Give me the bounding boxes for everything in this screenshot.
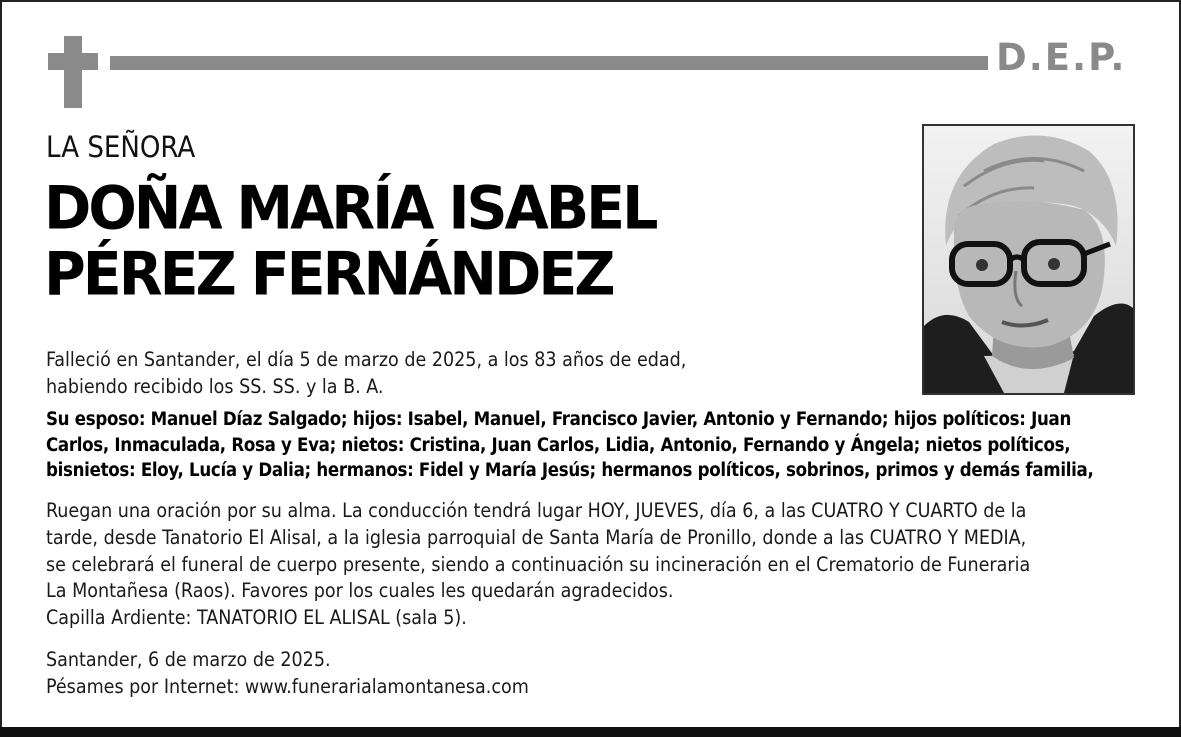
pretitle: LA SEÑORA — [46, 130, 196, 164]
family-list — [46, 407, 1136, 484]
header-rule — [110, 56, 988, 70]
name-line-2: PÉREZ FERNÁNDEZ — [44, 240, 613, 310]
service-line-3: se celebrará el funeral de cuerpo presente, siendo a continuación su incineración en el Crematorio de Funeraria — [46, 552, 1031, 576]
family-line-3: bisnietos: Eloy, Lucía y Dalia; hermanos: Fidel y María Jesús; hermanos políticos, sobrinos, primos y demás familia, — [46, 460, 1094, 481]
death-notice-line-2: habiendo recibido los SS. SS. y la B. A. — [46, 375, 384, 398]
place-date: Santander, 6 de marzo de 2025. — [46, 648, 331, 671]
death-notice-line-1: Falleció en Santander, el día 5 de marzo de 2025, a los 83 años de edad, — [46, 348, 687, 371]
name-line-1: DOÑA MARÍA ISABEL — [44, 173, 656, 244]
service-details — [46, 498, 1146, 632]
service-line-1: Ruegan una oración por su alma. La conducción tendrá lugar HOY, JUEVES, día 6, a las CUATRO Y CUARTO de la — [46, 499, 1027, 522]
dep-label: D.E.P. — [996, 36, 1127, 79]
cross-icon — [64, 36, 82, 108]
deceased-name — [44, 173, 656, 310]
family-line-1: Su esposo: Manuel Díaz Salgado; hijos: Isabel, Manuel, Francisco Javier, Antonio y Fernando; hijos políticos: Juan — [46, 409, 1072, 430]
service-line-5: Capilla Ardiente: TANATORIO EL ALISAL (sala 5). — [46, 606, 467, 630]
cross-icon-bar — [48, 53, 98, 70]
portrait-photo — [922, 124, 1135, 395]
closing — [46, 646, 846, 700]
condolences-link: Pésames por Internet: www.funerarialamontanesa.com — [46, 675, 529, 698]
service-line-4: La Montañesa (Raos). Favores por los cuales les quedarán agradecidos. — [46, 579, 674, 603]
family-line-2: Carlos, Inmaculada, Rosa y Eva; nietos: Cristina, Juan Carlos, Lidia, Antonio, Fernando y Ángela; nietos políticos, — [46, 434, 1071, 456]
service-line-2: tarde, desde Tanatorio El Alisal, a la iglesia parroquial de Santa María de Pronillo, donde a las CUATRO Y MEDIA, — [46, 525, 1027, 549]
death-notice — [46, 346, 906, 400]
bottom-rule — [0, 727, 1181, 737]
